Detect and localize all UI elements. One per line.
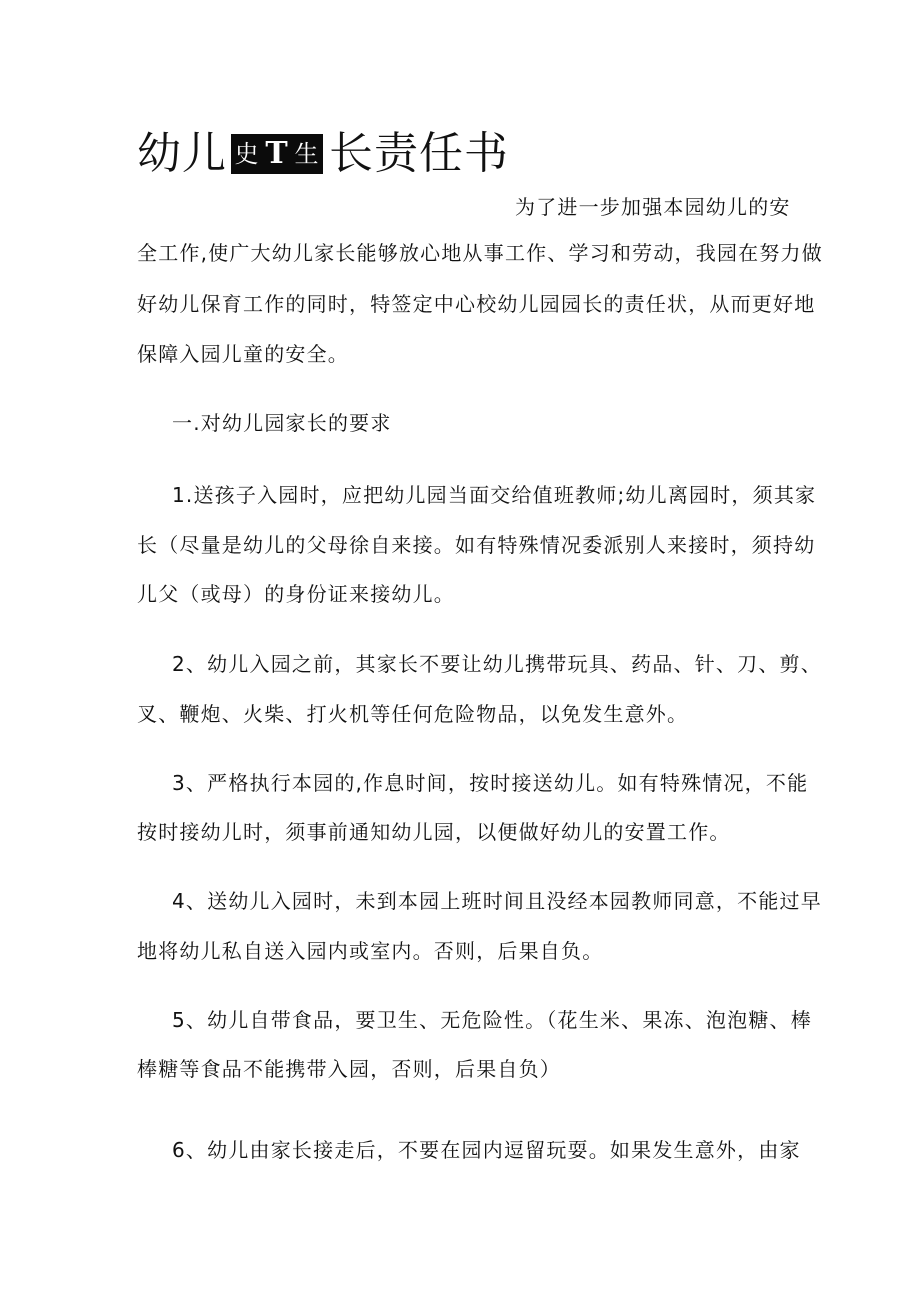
rule-2-line-1: 2、幼儿入园之前，其家长不要让幼儿携带玩具、药品、针、刀、剪、: [172, 652, 822, 676]
rule-5-line-2: 棒糖等食品不能携带入园，否则，后果自负）: [137, 1057, 561, 1081]
rule-5-line-1: 5、幼儿自带食品，要卫生、无危险性。（花生米、果冻、泡泡糖、棒: [172, 1008, 812, 1032]
rule-3-line-2: 按时接幼儿时，须事前通知幼儿园，以便做好幼儿的安置工作。: [137, 820, 731, 844]
rule-4-line-2: 地将幼儿私自送入园内或室内。否则，后果自负。: [137, 939, 604, 963]
intro-line-2: 全工作,使广大幼儿家长能够放心地从事工作、学习和劳动，我园在努力做: [137, 241, 823, 265]
title-seal-left: 史: [234, 140, 260, 168]
rule-6-line-1: 6、幼儿由家长接走后，不要在园内逗留玩耍。如果发生意外，由家: [172, 1138, 801, 1162]
rule-1-line-2: 长（尽量是幼儿的父母徐自来接。如有特殊情况委派别人来接时，须持幼: [137, 533, 816, 557]
title-prefix: 幼儿: [137, 128, 227, 179]
title-suffix: 长责任书: [329, 128, 509, 179]
document-title: [137, 128, 509, 180]
rule-1-line-1: 1.送孩子入园时，应把幼儿园当面交给值班教师;幼儿离园时，须其家: [172, 483, 817, 507]
intro-line-1: 为了进一步加强本园幼儿的安: [515, 195, 791, 219]
rule-2-line-2: 叉、鞭炮、火柴、打火机等任何危险物品，以免发生意外。: [137, 702, 689, 726]
intro-line-3: 好幼儿保育工作的同时，特签定中心校幼儿园园长的责任状，从而更好地: [137, 292, 816, 316]
title-seal-middle: T: [265, 136, 289, 171]
title-seal-graphic: [231, 134, 323, 174]
title-seal-right: 生: [294, 140, 320, 168]
section-heading: 一.对幼儿园家长的要求: [172, 411, 392, 435]
rule-3-line-1: 3、严格执行本园的,作息时间，按时接送幼儿。如有特殊情况，不能: [172, 771, 809, 795]
rule-1-line-3: 儿父（或母）的身份证来接幼儿。: [137, 582, 455, 606]
intro-line-4: 保障入园儿童的安全。: [137, 342, 349, 366]
rule-4-line-1: 4、送幼儿入园时，未到本园上班时间且没经本园教师同意，不能过早: [172, 889, 822, 913]
